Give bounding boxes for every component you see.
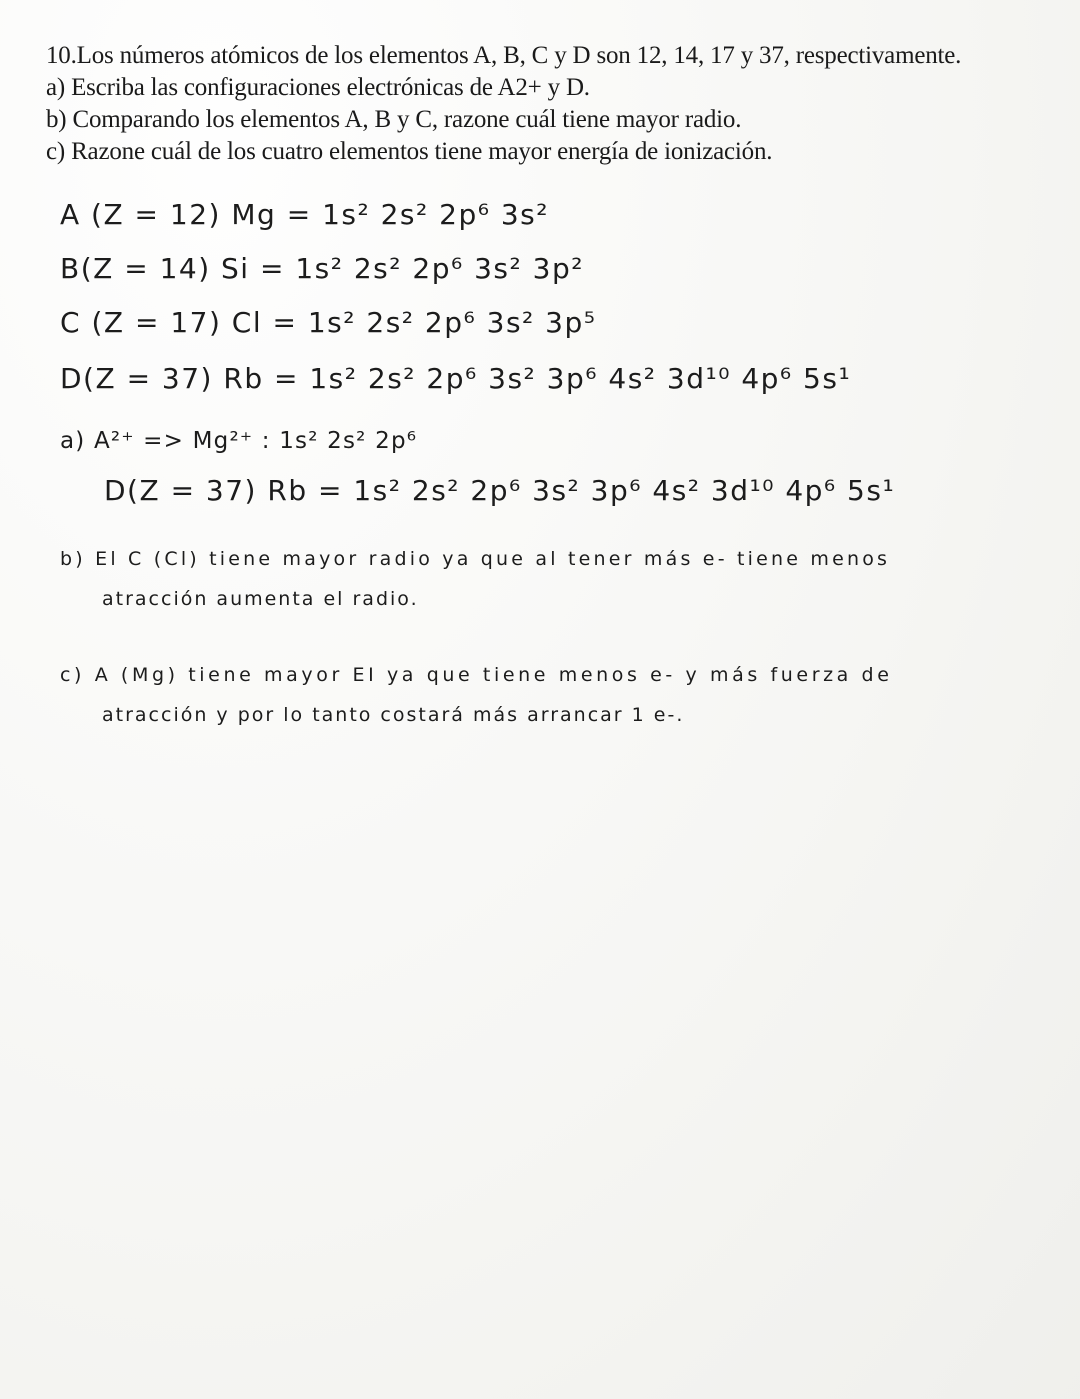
answer-a-line1: a) A²⁺ => Mg²⁺ : 1s² 2s² 2p⁶ <box>60 428 418 454</box>
question-block <box>46 40 961 168</box>
answer-a-line2: D(Z = 37) Rb = 1s² 2s² 2p⁶ 3s² 3p⁶ 4s² 3d¹⁰ 4p⁶ 5s¹ <box>104 474 896 507</box>
config-d-line: D(Z = 37) Rb = 1s² 2s² 2p⁶ 3s² 3p⁶ 4s² 3d¹⁰ 4p⁶ 5s¹ <box>60 362 852 395</box>
answer-b-line2: atracción aumenta el radio. <box>102 588 419 610</box>
config-c-line: C (Z = 17) Cl = 1s² 2s² 2p⁶ 3s² 3p⁵ <box>60 306 597 339</box>
answer-b-line1: b) El C (Cl) tiene mayor radio ya que al tener más e- tiene menos <box>60 548 891 570</box>
question-header: 10.Los números atómicos de los elementos A, B, C y D son 12, 14, 17 y 37, respectivamente. <box>46 42 962 69</box>
answer-c-line1: c) A (Mg) tiene mayor EI ya que tiene menos e- y más fuerza de <box>60 664 893 686</box>
question-part-c: c) Razone cuál de los cuatro elementos tiene mayor energía de ionización. <box>46 138 773 165</box>
question-part-b: b) Comparando los elementos A, B y C, razone cuál tiene mayor radio. <box>46 106 742 133</box>
config-b-line: B(Z = 14) Si = 1s² 2s² 2p⁶ 3s² 3p² <box>60 252 584 285</box>
answer-c-line2: atracción y por lo tanto costará más arrancar 1 e-. <box>102 704 685 726</box>
config-a-line: A (Z = 12) Mg = 1s² 2s² 2p⁶ 3s² <box>60 198 549 231</box>
question-part-a: a) Escriba las configuraciones electrónicas de A2+ y D. <box>46 74 590 101</box>
